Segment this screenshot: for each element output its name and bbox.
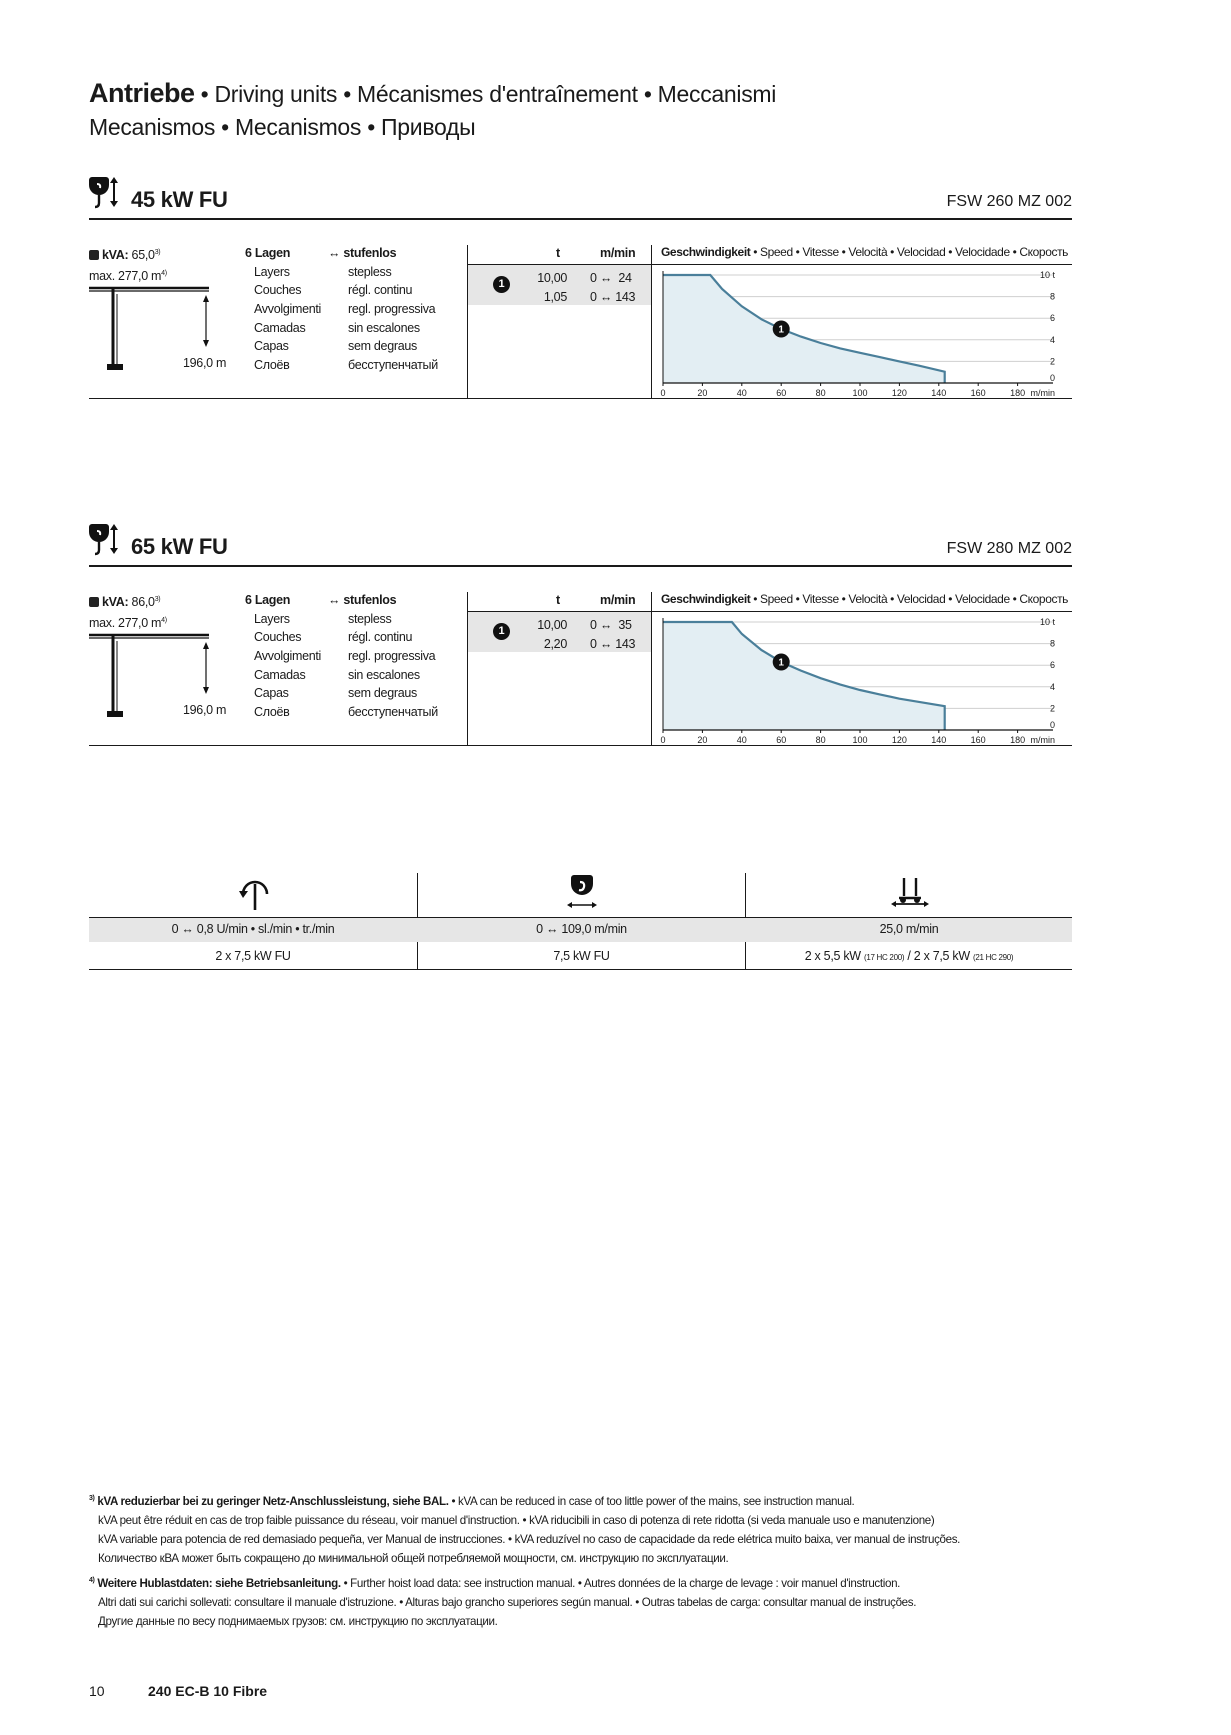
y-tick-label: 6 [1049, 660, 1055, 671]
y-tick-label: 10 t [1039, 617, 1055, 627]
travel-speed: 25,0 m/min [879, 922, 939, 936]
slewing-icon [238, 876, 272, 912]
chart-area [663, 275, 945, 383]
slewing-speed: 0 ↔ 0,8 U/min • sl./min • tr./min [171, 922, 335, 936]
x-tick-label: 120 [891, 388, 907, 398]
x-tick-label: 60 [776, 735, 787, 745]
stepless-list: ↔ stufenlos stepless régl. continu regl. progressiva sin escalones sem degraus бесступенчатый [328, 593, 438, 720]
section-code: FSW 260 MZ 002 [946, 193, 1072, 210]
x-tick-label: 80 [815, 388, 826, 398]
trolley-icon [566, 872, 598, 912]
layers-list: 6 Lagen Layers Couches Avvolgimenti Camadas Capas Слоёв [245, 593, 322, 720]
chart-marker-label: 1 [778, 657, 784, 669]
y-tick-label: 0 [1049, 373, 1055, 383]
section-title: 45 kW FU [131, 187, 228, 212]
chart-marker-label: 1 [778, 324, 784, 336]
hoist-icon [89, 522, 119, 556]
col-speed-header: m/min [600, 593, 636, 607]
x-tick-label: 80 [815, 735, 826, 745]
speed-range-badge: 1 [493, 623, 510, 640]
y-tick-label: 6 [1049, 313, 1055, 324]
x-tick-label: 60 [776, 388, 787, 398]
y-tick-label: 2 [1049, 356, 1055, 367]
footnote-3: $^{3)}$ kVA reduzierbar bei zu geringer Netz-Anschlussleistung, siehe BAL. • kVA can be reduced in case of too little power of the mains, see instruction manual. kVA peut être réduit en cas de trop faible puissance du réseau, voir manuel d'instruction. • kVA riducibili in caso di potenza di rete ridotta (si veda manuale uso e manutenzione) kVA variable para potencia de red demasiado pequeña, ver Manual de instrucciones. • kVA reduzível no caso de capacidade da rede elétrica muito baixa, ver manual de instruções. Количество кВА может быть сокращено до минимальной общей потребляемой мощности, см. инструкцию по эксплуатации. [89, 1494, 961, 1565]
x-tick-label: 180 [1010, 388, 1026, 398]
x-tick-label: 20 [697, 735, 708, 745]
x-tick-label: 0 [660, 735, 666, 745]
y-tick-label: 8 [1049, 291, 1055, 302]
page-subtitle: Mecanismos • Mecanismos • Приводы [89, 114, 476, 140]
x-tick-label: 120 [891, 735, 907, 745]
stepless-list: ↔ stufenlos stepless régl. continu regl. progressiva sin escalones sem degraus бесступенчатый [328, 246, 438, 373]
section-code: FSW 280 MZ 002 [946, 540, 1072, 557]
y-tick-label: 4 [1049, 334, 1055, 345]
x-unit-label: m/min [1030, 388, 1055, 398]
x-tick-label: 100 [852, 735, 868, 745]
section-title: 65 kW FU [131, 534, 228, 559]
x-tick-label: 100 [852, 388, 868, 398]
x-tick-label: 0 [660, 388, 666, 398]
x-tick-label: 40 [736, 388, 747, 398]
x-tick-label: 160 [970, 735, 986, 745]
y-tick-label: 4 [1049, 681, 1055, 692]
graph-title: Geschwindigkeit • Speed • Vitesse • Velocità • Velocidad • Velocidade • Скорость [661, 245, 1069, 259]
page-title: Antriebe • Driving units • Mécanismes d'entraînement • Meccanismi [89, 78, 777, 108]
y-tick-label: 10 t [1039, 270, 1055, 280]
col-speed-header: m/min [600, 246, 636, 260]
y-tick-label: 8 [1049, 638, 1055, 649]
y-tick-label: 0 [1049, 720, 1055, 730]
speed-load-chart [652, 265, 1072, 399]
load-values: 10,00 1,05 [537, 271, 567, 304]
y-tick-label: 2 [1049, 703, 1055, 714]
speed-values: 0 ↔ 24 0 ↔ 143 [590, 271, 636, 304]
chart-area [663, 622, 945, 730]
travel-icon [890, 876, 930, 912]
kva-info: kVA: 65,0$^{3)}$ max. 277,0 $m^{4)}$ [89, 248, 167, 284]
x-tick-label: 180 [1010, 735, 1026, 745]
load-values: 10,00 2,20 [537, 618, 567, 651]
speed-range-badge: 1 [493, 276, 510, 293]
height-label: 196,0 m [183, 703, 227, 717]
col-t-header: t [556, 246, 560, 260]
kva-info: kVA: 86,0$^{3)}$ max. 277,0 $m^{4)}$ [89, 595, 167, 631]
speed-values: 0 ↔ 35 0 ↔ 143 [590, 618, 636, 651]
height-label: 196,0 m [183, 356, 227, 370]
layers-list: 6 Lagen Layers Couches Avvolgimenti Camadas Capas Слоёв [245, 246, 322, 373]
x-tick-label: 140 [931, 388, 947, 398]
graph-title: Geschwindigkeit • Speed • Vitesse • Velocità • Velocidad • Velocidade • Скорость [661, 592, 1069, 606]
x-tick-label: 40 [736, 735, 747, 745]
trolley-power: 7,5 kW FU [553, 949, 610, 963]
model-name: 240 EC-B 10 Fibre [148, 1683, 268, 1699]
power-icon [89, 597, 99, 607]
page-number: 10 [89, 1683, 105, 1699]
x-tick-label: 160 [970, 388, 986, 398]
col-t-header: t [556, 593, 560, 607]
hoist-icon [89, 175, 119, 209]
footnote-4: $^{4)}$ Weitere Hublastdaten: siehe Betriebsanleitung. • Further hoist load data: see instruction manual. • Autres données de la charge de levage : voir manuel d'instruction. Altri dati sui carichi sollevati: consultare il manuale d'istruzione. • Alturas bajo grancho superiores según manual. • Outras tabelas de carga: consultar manual de instruções. Другие данные по весу поднимаемых грузов: см. инструкцию по эксплуатации. [89, 1576, 917, 1628]
x-tick-label: 20 [697, 388, 708, 398]
power-icon [89, 250, 99, 260]
x-tick-label: 140 [931, 735, 947, 745]
x-unit-label: m/min [1030, 735, 1055, 745]
trolley-speed: 0 ↔ 109,0 m/min [536, 922, 627, 936]
speed-load-chart [652, 612, 1072, 746]
travel-power: 2 x 5,5 kW (17 HC 200) / 2 x 7,5 kW (21 HC 290) [804, 949, 1014, 963]
slewing-power: 2 x 7,5 kW FU [215, 949, 291, 963]
